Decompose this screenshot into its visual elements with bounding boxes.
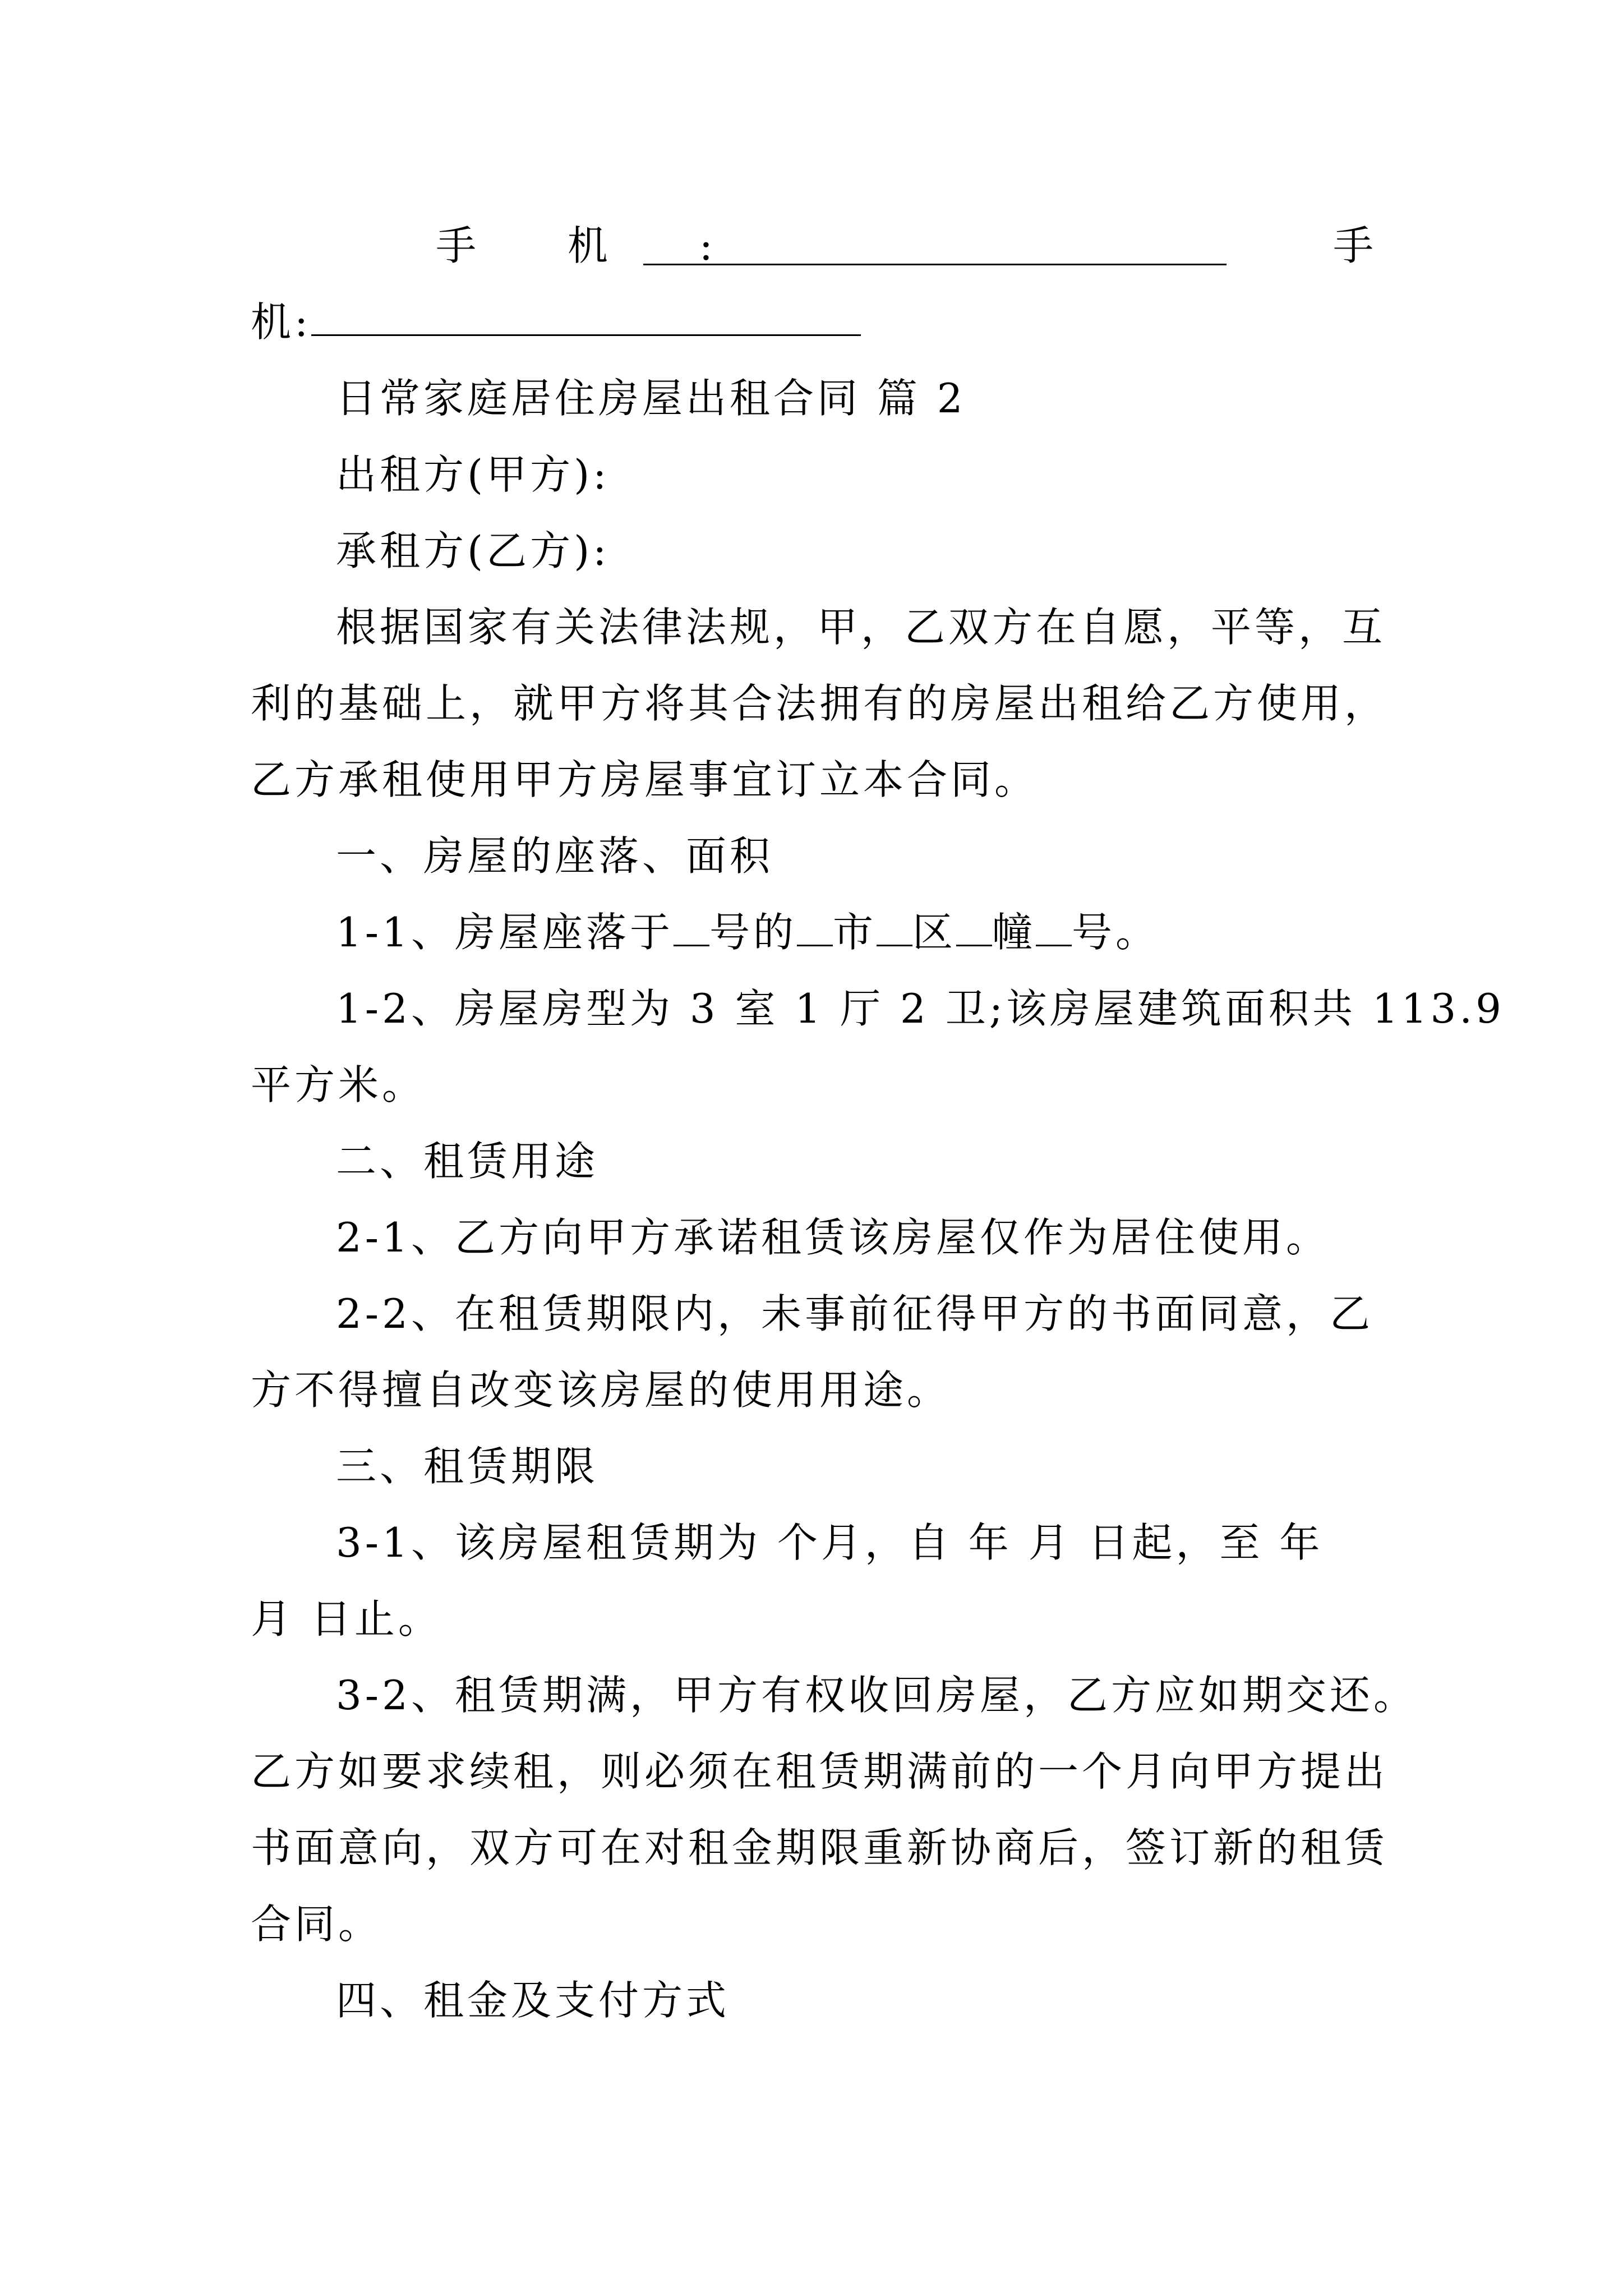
- clause-3-1-line-2: 月 日止。: [251, 1595, 442, 1642]
- lessee-line: 承租方(乙方):: [336, 527, 610, 574]
- clause-3-2-line-1: 3-2、租赁期满，甲方有权收回房屋，乙方应如期交还。: [336, 1672, 1417, 1719]
- phone-label-b: 手: [1333, 222, 1374, 269]
- fill-blank: [956, 911, 992, 946]
- clause-3-1-line-1: 3-1、该房屋租赁期为 个月，自 年 月 日起，至 年: [336, 1519, 1324, 1566]
- clause-3-2-line-3: 书面意向，双方可在对租金期限重新协商后，签订新的租赁: [251, 1824, 1389, 1871]
- preamble-line-3: 乙方承租使用甲方房屋事宜订立本合同。: [251, 756, 1039, 803]
- clause-1-2-line-1: 1-2、房屋房型为 3 室 1 厅 2 卫;该房屋建筑面积共 113.9: [336, 985, 1505, 1032]
- clause-3-2-line-4: 合同。: [251, 1901, 382, 1948]
- phone-row-continued: [251, 284, 1384, 360]
- clause-1-1: [251, 894, 1384, 970]
- clause-2-1: 2-1、乙方向甲方承诺租赁该房屋仅作为居住使用。: [336, 1214, 1330, 1261]
- lessor-line: 出租方(甲方):: [336, 451, 610, 498]
- phone-label-a: 手 机 :: [436, 222, 753, 269]
- clause-1-1-text-b: 号的: [709, 909, 797, 956]
- phone-blank-b: [311, 301, 861, 336]
- clause-1-1-text-a: 1-1、房屋座落于: [336, 909, 674, 956]
- preamble-line-2: 利的基础上，就甲方将其合法拥有的房屋出租给乙方使用，: [251, 680, 1389, 727]
- section-4-heading: 四、租金及支付方式: [336, 1977, 730, 2024]
- fill-blank: [797, 911, 833, 946]
- phone-label-b-cont: 机:: [251, 298, 312, 346]
- clause-1-2-line-2: 平方米。: [251, 1061, 426, 1108]
- preamble-line-1: 根据国家有关法律法规，甲，乙双方在自愿，平等，互: [336, 604, 1386, 651]
- clause-1-1-text-f: 号。: [1072, 909, 1160, 956]
- fill-blank: [877, 911, 912, 946]
- phone-row: [251, 208, 1384, 284]
- clause-3-2-line-2: 乙方如要求续租，则必须在租赁期满前的一个月向甲方提出: [251, 1748, 1389, 1795]
- clause-1-1-text-c: 市: [832, 909, 877, 956]
- section-2-heading: 二、租赁用途: [336, 1138, 599, 1185]
- section-1-heading: 一、房屋的座落、面积: [336, 832, 774, 880]
- fill-blank: [674, 911, 709, 946]
- section-3-heading: 三、租赁期限: [336, 1443, 599, 1490]
- clause-2-2-line-2: 方不得擅自改变该房屋的使用用途。: [251, 1366, 951, 1414]
- phone-blank-a: [643, 230, 1227, 265]
- document-body: [251, 208, 1505, 2039]
- contract-title: 日常家庭居住房屋出租合同 篇 2: [336, 375, 966, 422]
- clause-1-1-text-d: 区: [912, 909, 956, 956]
- clause-1-1-text-e: 幢: [992, 909, 1036, 956]
- clause-2-2-line-1: 2-2、在租赁期限内，未事前征得甲方的书面同意，乙: [336, 1290, 1373, 1337]
- fill-blank: [1036, 911, 1072, 946]
